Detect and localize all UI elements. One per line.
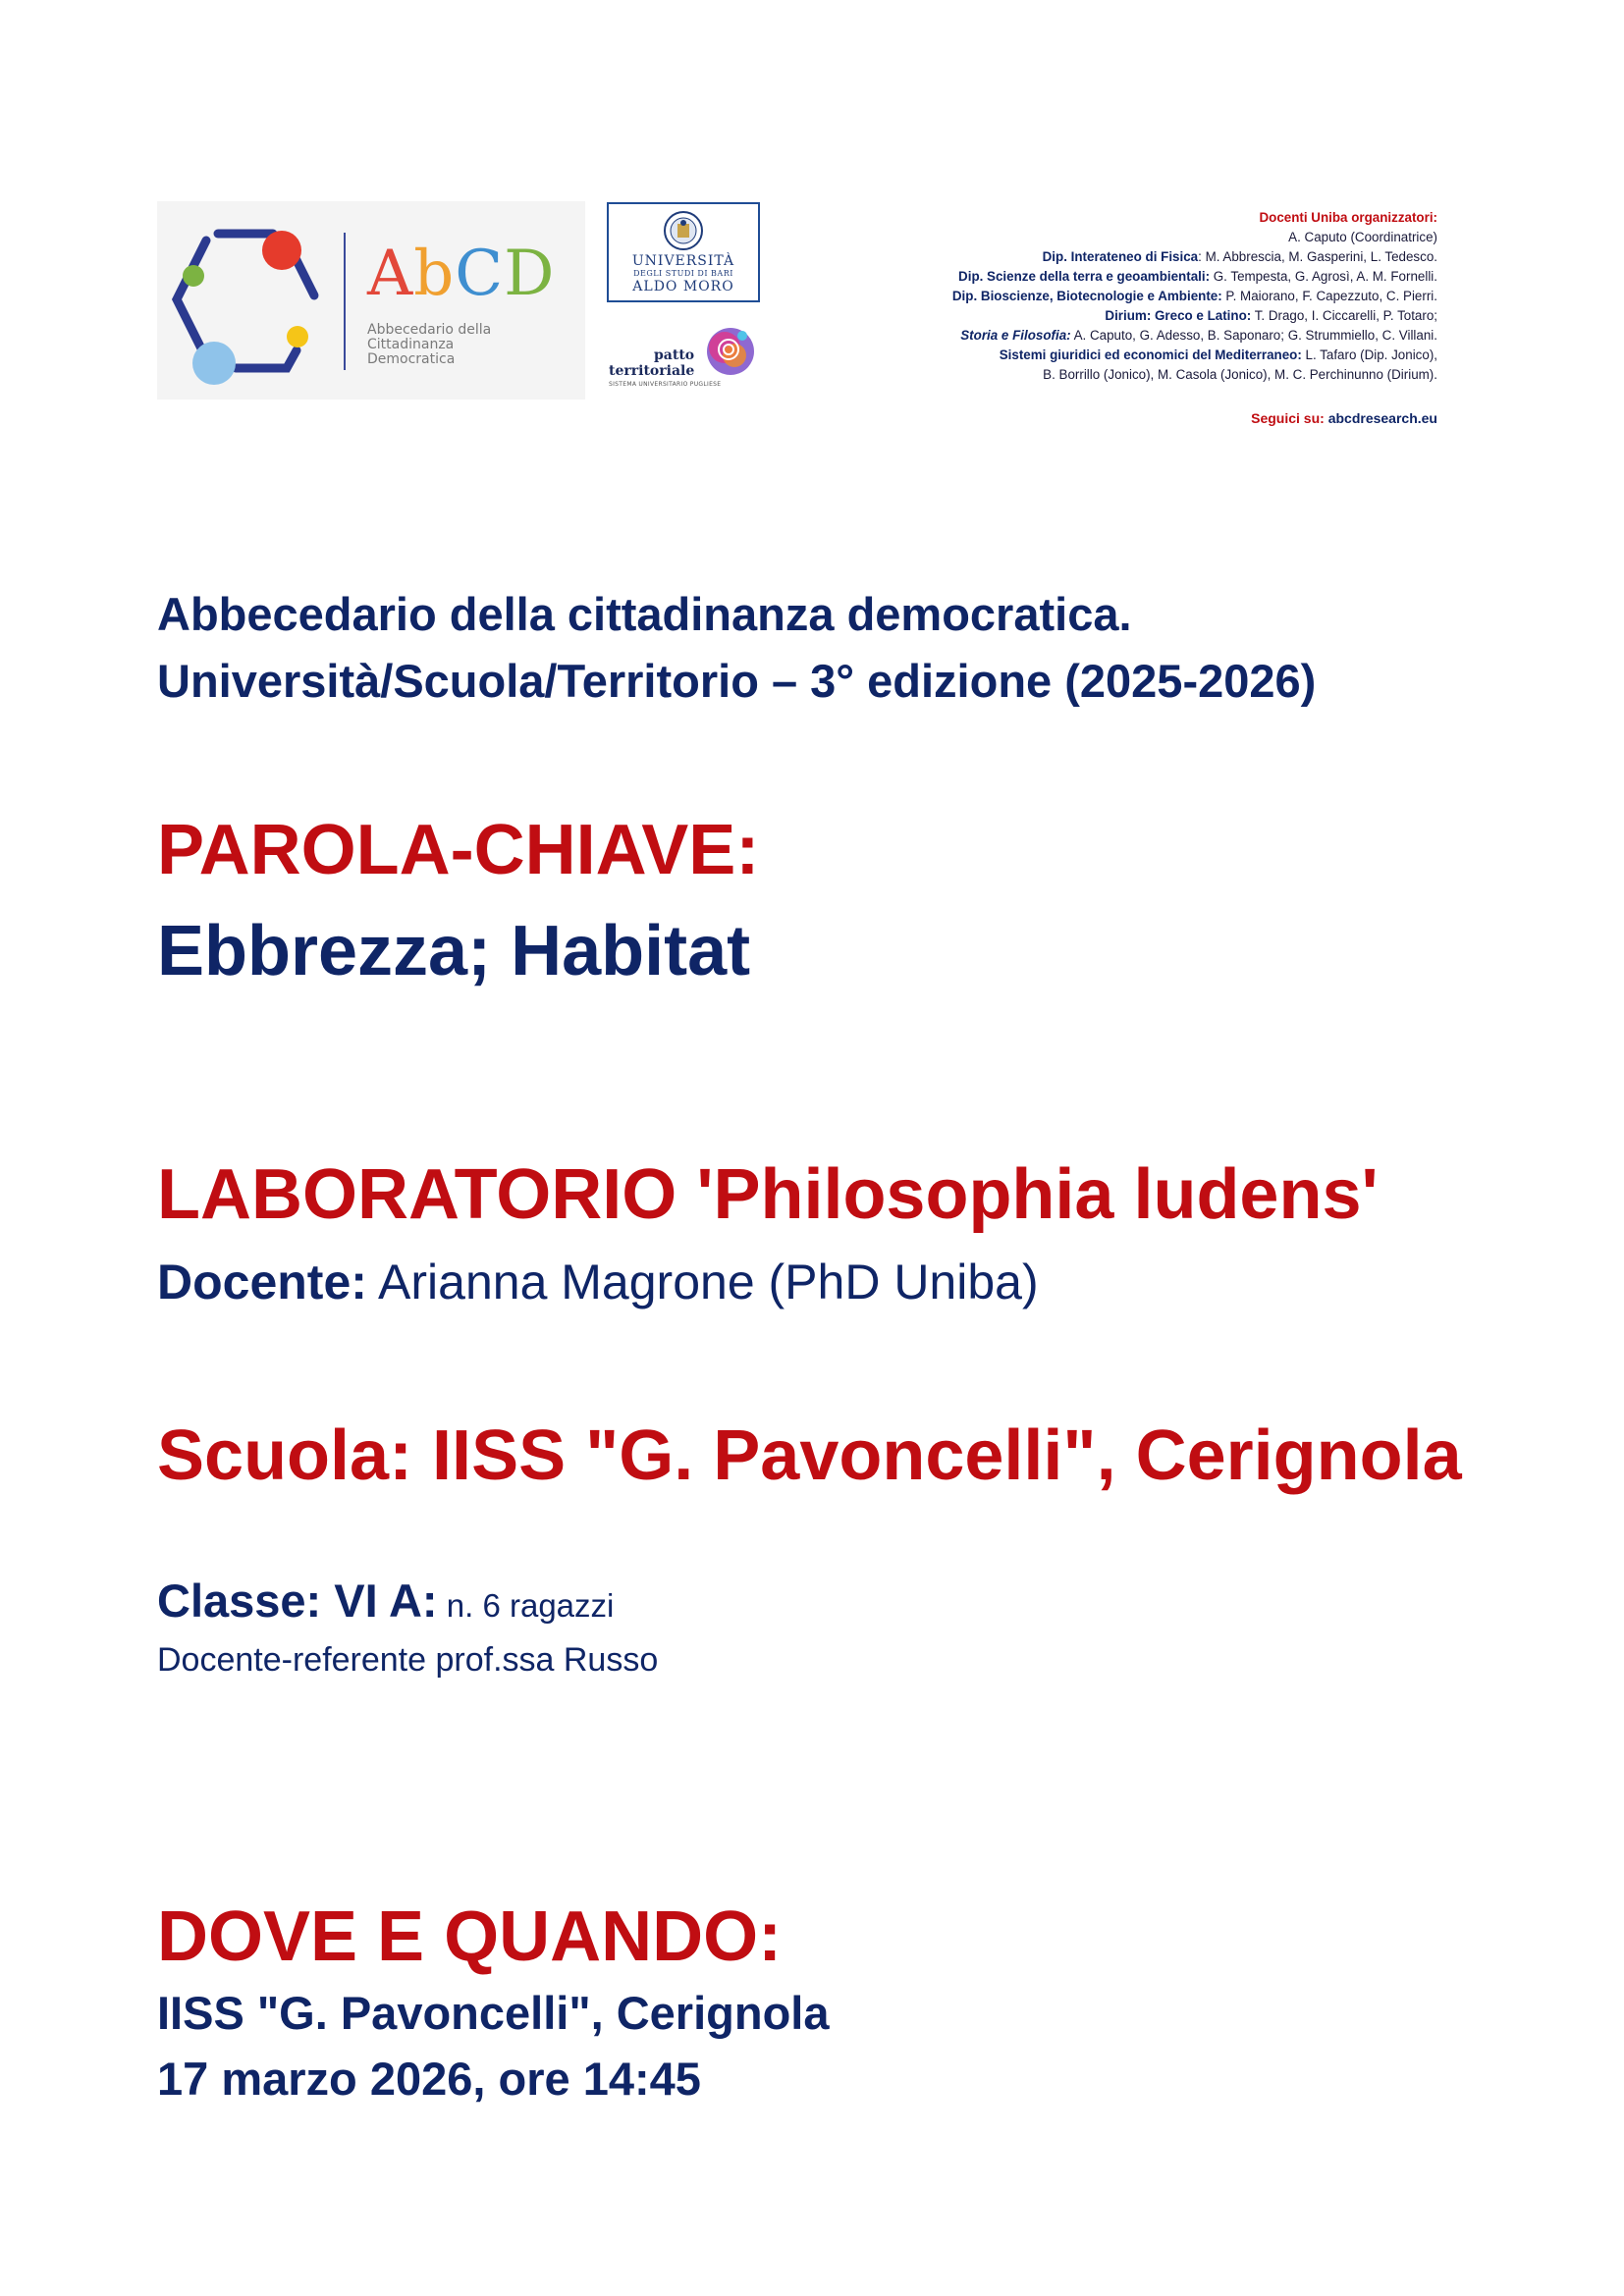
organizer-row: Dip. Interateneo di Fisica: M. Abbrescia, M. Gasperini, L. Tedesco. bbox=[1042, 249, 1437, 264]
abcd-wordmark: AbCD bbox=[367, 238, 556, 310]
project-title-line2: Università/Scuola/Territorio – 3° edizione (2025-2026) bbox=[157, 655, 1317, 707]
abcd-subtitle: Abbecedario della Cittadinanza Democratica bbox=[367, 322, 492, 367]
patto-subtitle: SISTEMA UNIVERSITARIO PUGLIESE bbox=[609, 381, 722, 388]
uniba-name-line1: UNIVERSITÀ bbox=[631, 253, 735, 269]
patto-territoriale-logo bbox=[607, 320, 760, 395]
student-count: n. 6 ragazzi bbox=[437, 1587, 615, 1624]
follow-us bbox=[1251, 410, 1437, 426]
organizers-title: Docenti Uniba organizzatori: bbox=[1259, 210, 1437, 225]
organizer-row: Storia e Filosofia: A. Caputo, G. Adesso, B. Saponaro; G. Strummiello, C. Villani. bbox=[960, 328, 1437, 343]
follow-label: Seguici su: bbox=[1251, 410, 1325, 426]
abcd-logo bbox=[157, 201, 585, 400]
organizer-row: A. Caputo (Coordinatrice) bbox=[1288, 230, 1437, 244]
school-name: Scuola: IISS "G. Pavoncelli", Cerignola bbox=[157, 1416, 1462, 1495]
organizer-row: Dip. Bioscienze, Biotecnologie e Ambiente: P. Maiorano, F. Capezzuto, C. Pierri. bbox=[951, 289, 1437, 303]
referent-teacher: Docente-referente prof.ssa Russo bbox=[157, 1641, 659, 1679]
where-when-label: DOVE E QUANDO: bbox=[157, 1897, 783, 1976]
class-label: Classe: VI A: bbox=[157, 1575, 438, 1627]
laboratory-teacher bbox=[157, 1254, 1039, 1310]
project-title-line1: Abbecedario della cittadinanza democratica. bbox=[157, 588, 1132, 640]
organizer-row: Sistemi giuridici ed economici del Mediterraneo: L. Tafaro (Dip. Jonico), bbox=[999, 347, 1437, 362]
teacher-label: Docente: bbox=[157, 1255, 367, 1309]
hexagon-icon bbox=[157, 201, 344, 400]
laboratory-title: LABORATORIO 'Philosophia ludens' bbox=[157, 1155, 1379, 1234]
organizer-row: B. Borrillo (Jonico), M. Casola (Jonico), M. C. Perchinunno (Dirium). bbox=[1043, 367, 1437, 382]
keyword-label: PAROLA-CHIAVE: bbox=[157, 811, 760, 889]
uniba-name-line2: DEGLI STUDI DI BARI bbox=[633, 269, 733, 278]
organizer-row: Dip. Scienze della terra e geoambientali: G. Tempesta, G. Agrosì, A. M. Fornelli. bbox=[958, 269, 1437, 284]
organizers-block bbox=[809, 208, 1437, 385]
logo-separator bbox=[344, 233, 346, 370]
keyword-value: Ebbrezza; Habitat bbox=[157, 912, 751, 990]
event-place: IISS "G. Pavoncelli", Cerignola bbox=[157, 1987, 830, 2039]
university-seal-icon bbox=[660, 210, 707, 251]
organizer-row: Dirium: Greco e Latino: T. Drago, I. Ciccarelli, P. Totaro; bbox=[1105, 308, 1437, 323]
uniba-name-line3: ALDO MORO bbox=[632, 279, 734, 294]
event-date: 17 marzo 2026, ore 14:45 bbox=[157, 2053, 701, 2105]
teacher-name: Arianna Magrone (PhD Uniba) bbox=[366, 1255, 1039, 1309]
fingerprint-icon bbox=[705, 324, 756, 379]
class-info bbox=[157, 1574, 614, 1628]
website-link[interactable]: abcdresearch.eu bbox=[1327, 410, 1437, 426]
uniba-logo bbox=[607, 202, 760, 302]
territoriale-word: territoriale bbox=[609, 363, 695, 379]
patto-word: patto bbox=[654, 347, 695, 363]
